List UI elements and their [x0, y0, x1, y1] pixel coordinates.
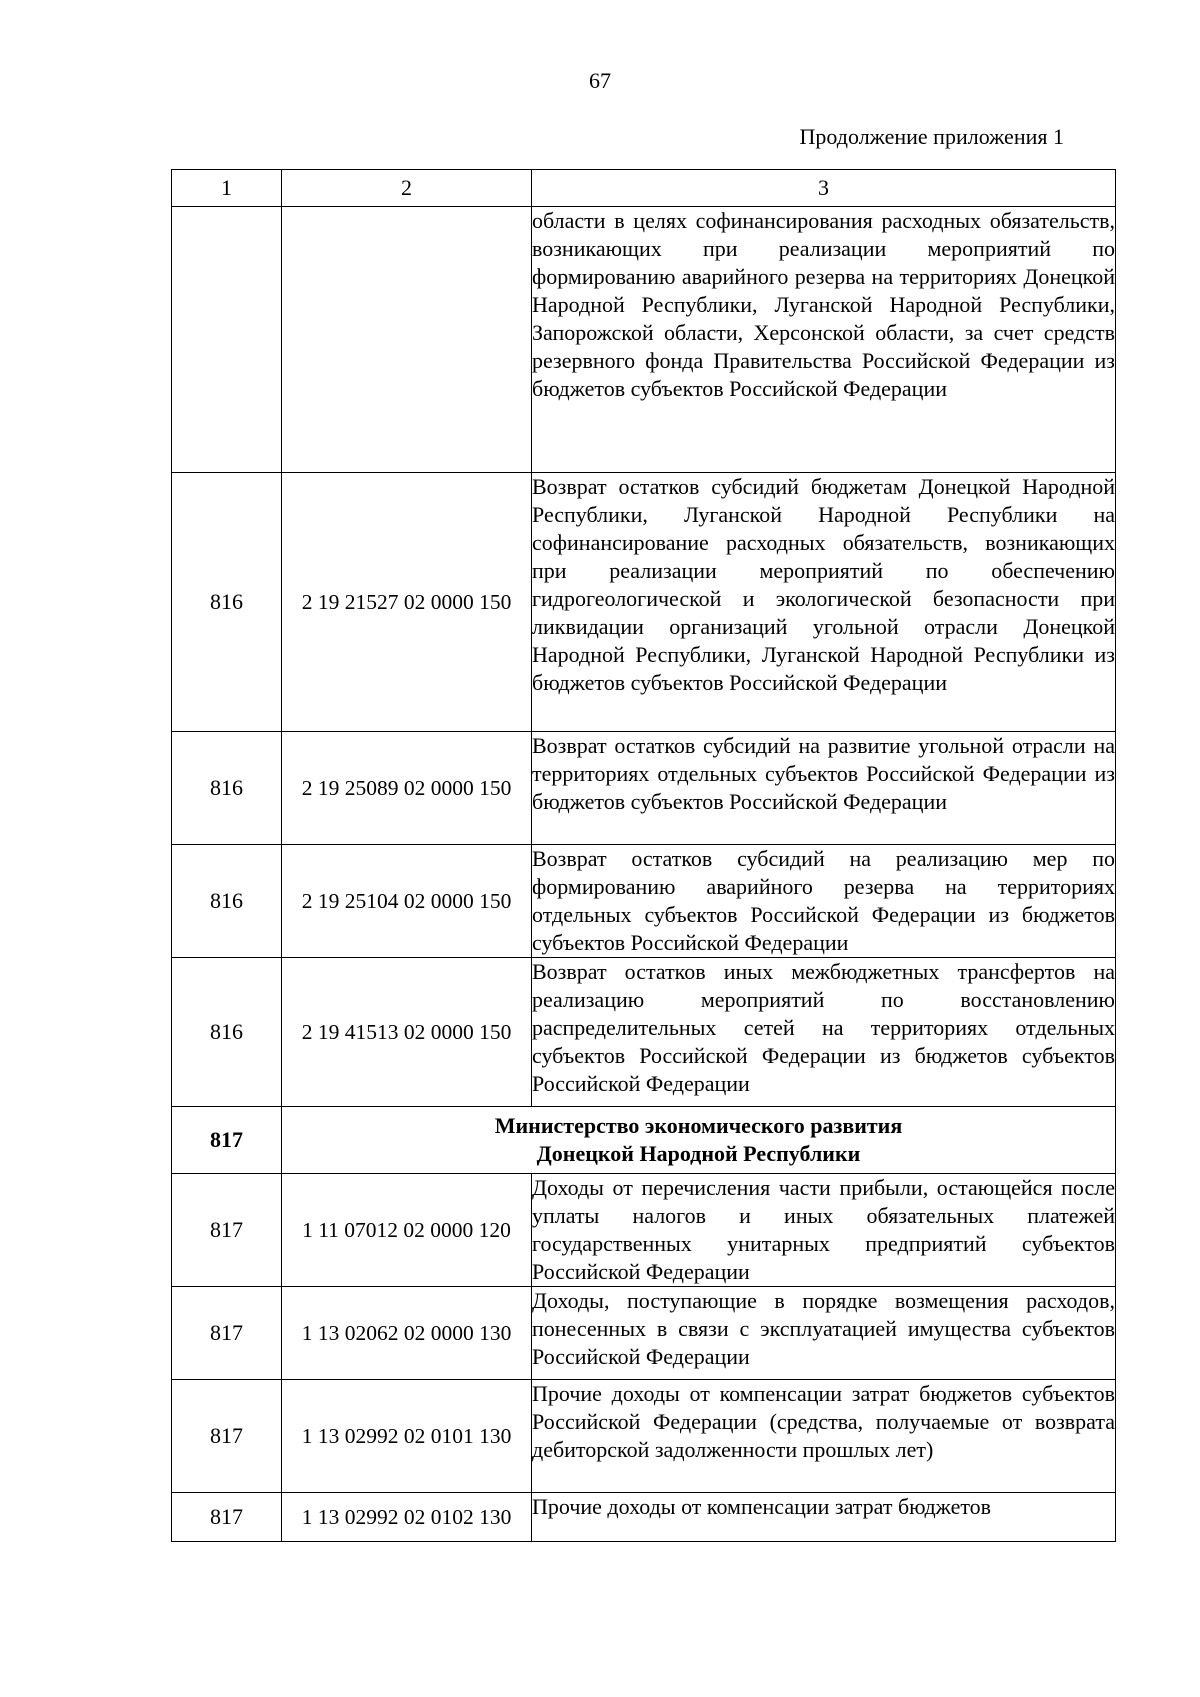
admin-code: 816: [172, 473, 282, 732]
admin-code: 817: [172, 1380, 282, 1493]
income-description: Возврат остатков субсидий на реализацию мер по формированию аварийного резерва на территориях отдельных субъектов Российской Федерации из бюджетов субъектов Российской Федерации: [532, 845, 1116, 958]
header-col-2: 2: [282, 170, 532, 207]
group-title-line-1: Министерство экономического развития: [494, 1113, 903, 1138]
table-row: [172, 958, 1116, 1107]
admin-code: [172, 207, 282, 473]
table-row: [172, 1493, 1116, 1542]
income-description: Возврат остатков субсидий на развитие угольной отрасли на территориях отдельных субъектов Российской Федерации из бюджетов субъектов Российской Федерации: [532, 732, 1116, 845]
table-row: [172, 1174, 1116, 1287]
table-row: [172, 845, 1116, 958]
group-admin-code: 817: [172, 1107, 282, 1174]
income-description: Доходы от перечисления части прибыли, остающейся после уплаты налогов и иных обязательных платежей государственных унитарных предприятий субъектов Российской Федерации: [532, 1174, 1116, 1287]
continuation-label: Продолжение приложения 1: [799, 124, 1064, 149]
group-title-line-2: Донецкой Народной Республики: [536, 1141, 861, 1166]
budget-classification-code: 1 13 02992 02 0101 130: [282, 1380, 532, 1493]
group-header-row: [172, 1107, 1116, 1174]
admin-code: 817: [172, 1174, 282, 1287]
budget-classification-code: 1 13 02062 02 0000 130: [282, 1287, 532, 1380]
budget-classification-code: 1 11 07012 02 0000 120: [282, 1174, 532, 1287]
admin-code: 816: [172, 958, 282, 1107]
admin-code: 816: [172, 845, 282, 958]
income-description: Доходы, поступающие в порядке возмещения расходов, понесенных в связи с эксплуатацией имущества субъектов Российской Федерации: [532, 1287, 1116, 1380]
table-row: [172, 473, 1116, 732]
table-header-row: [172, 170, 1116, 207]
budget-classification-code: 2 19 41513 02 0000 150: [282, 958, 532, 1107]
income-description: Прочие доходы от компенсации затрат бюджетов: [532, 1493, 1116, 1542]
income-description: области в целях софинансирования расходных обязательств, возникающих при реализации мероприятий по формированию аварийного резерва на территориях Донецкой Народной Республики, Луганской Народной Республики, Запорожской области, Херсонской области, за счет средств резервного фонда Правительства Российской Федерации из бюджетов субъектов Российской Федерации: [532, 207, 1116, 473]
admin-code: 817: [172, 1287, 282, 1380]
header-col-3: 3: [532, 170, 1116, 207]
table-row: [172, 1287, 1116, 1380]
income-description: Прочие доходы от компенсации затрат бюджетов субъектов Российской Федерации (средства, получаемые от возврата дебиторской задолженности прошлых лет): [532, 1380, 1116, 1493]
budget-classification-code: 1 13 02992 02 0102 130: [282, 1493, 532, 1542]
budget-codes-table: [171, 169, 1116, 1542]
table-row: [172, 732, 1116, 845]
budget-classification-code: 2 19 25104 02 0000 150: [282, 845, 532, 958]
budget-classification-code: [282, 207, 532, 473]
header-col-1: 1: [172, 170, 282, 207]
admin-code: 817: [172, 1493, 282, 1542]
page-number: 67: [589, 68, 611, 93]
table-row: [172, 207, 1116, 473]
budget-classification-code: 2 19 25089 02 0000 150: [282, 732, 532, 845]
admin-code: 816: [172, 732, 282, 845]
income-description: Возврат остатков иных межбюджетных трансфертов на реализацию мероприятий по восстановлению распределительных сетей на территориях отдельных субъектов Российской Федерации из бюджетов субъектов Российской Федерации: [532, 958, 1116, 1107]
budget-classification-code: 2 19 21527 02 0000 150: [282, 473, 532, 732]
income-description: Возврат остатков субсидий бюджетам Донецкой Народной Республики, Луганской Народной Республики на софинансирование расходных обязательств, возникающих при реализации мероприятий по обеспечению гидрогеологической и экологической безопасности при ликвидации организаций угольной отрасли Донецкой Народной Республики, Луганской Народной Республики из бюджетов субъектов Российской Федерации: [532, 473, 1116, 732]
table-row: [172, 1380, 1116, 1493]
group-title: [282, 1107, 1116, 1174]
